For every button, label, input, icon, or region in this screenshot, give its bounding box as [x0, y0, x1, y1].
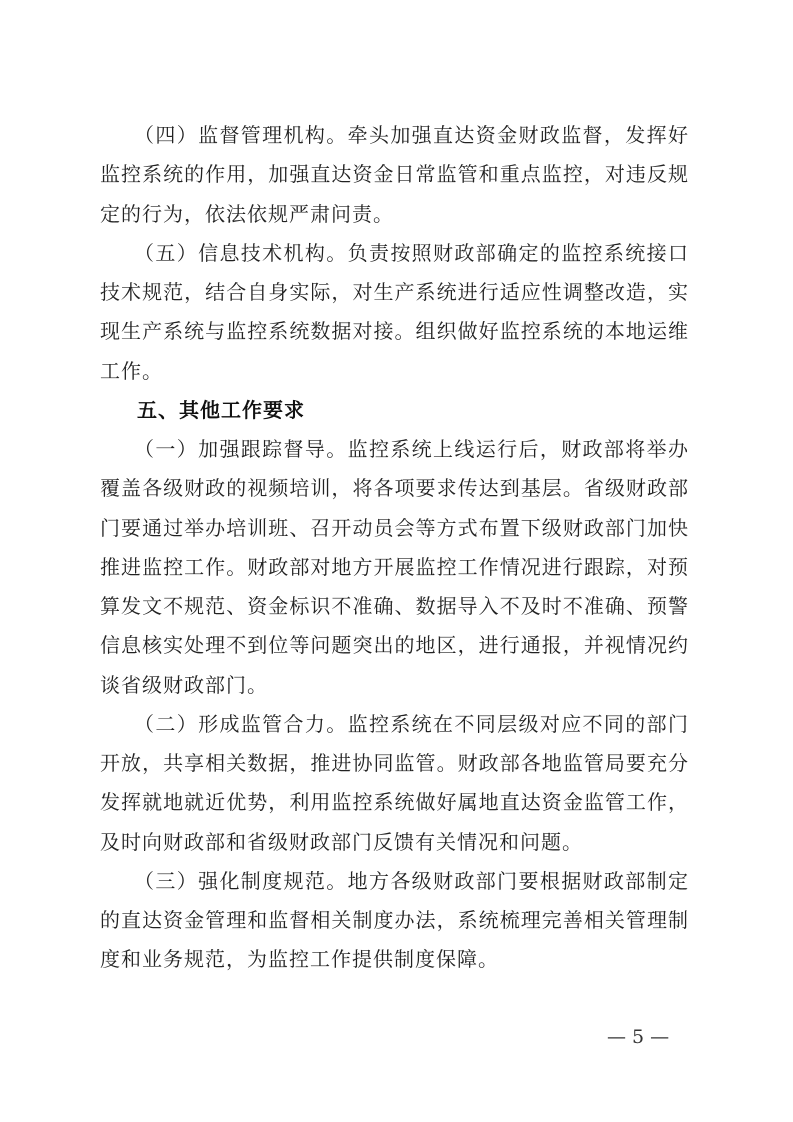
paragraph-line: （一）加强跟踪督导。监控系统上线运行后，财政部将举办	[134, 437, 688, 461]
section-heading: 五、其他工作要求	[137, 398, 305, 422]
paragraph-line: 的直达资金管理和监督相关制度办法，系统梳理完善相关管理制	[100, 908, 688, 932]
paragraph-line: 度和业务规范，为监控工作提供制度保障。	[100, 947, 499, 971]
paragraph-line: 监控系统的作用，加强直达资金日常监管和重点监控，对违反规	[100, 162, 688, 186]
paragraph-line: 谈省级财政部门。	[100, 673, 268, 697]
paragraph-line: 门要通过举办培训班、召开动员会等方式布置下级财政部门加快	[100, 516, 688, 540]
paragraph-line: 开放，共享相关数据，推进协同监管。财政部各地监管局要充分	[100, 751, 688, 775]
paragraph-line: 信息核实处理不到位等问题突出的地区，进行通报，并视情况约	[100, 633, 688, 657]
paragraph-line: （五）信息技术机构。负责按照财政部确定的监控系统接口	[134, 241, 688, 265]
paragraph-line: 技术规范，结合自身实际，对生产系统进行适应性调整改造，实	[100, 280, 688, 304]
paragraph-line: 推进监控工作。财政部对地方开展监控工作情况进行跟踪，对预	[100, 555, 688, 579]
page-number: — 5 —	[607, 1026, 670, 1048]
paragraph-line: （二）形成监管合力。监控系统在不同层级对应不同的部门	[134, 712, 688, 736]
paragraph-line: 发挥就地就近优势，利用监控系统做好属地直达资金监管工作，	[100, 790, 688, 814]
paragraph-line: （四）监督管理机构。牵头加强直达资金财政监督，发挥好	[134, 123, 688, 147]
paragraph-line: 及时向财政部和省级财政部门反馈有关情况和问题。	[100, 830, 583, 854]
paragraph-line: （三）强化制度规范。地方各级财政部门要根据财政部制定	[134, 869, 688, 893]
paragraph-line: 工作。	[100, 359, 163, 383]
paragraph-line: 算发文不规范、资金标识不准确、数据导入不及时不准确、预警	[100, 594, 688, 618]
paragraph-line: 定的行为，依法依规严肃问责。	[100, 202, 394, 226]
paragraph-line: 覆盖各级财政的视频培训，将各项要求传达到基层。省级财政部	[100, 476, 688, 500]
paragraph-line: 现生产系统与监控系统数据对接。组织做好监控系统的本地运维	[100, 319, 688, 343]
